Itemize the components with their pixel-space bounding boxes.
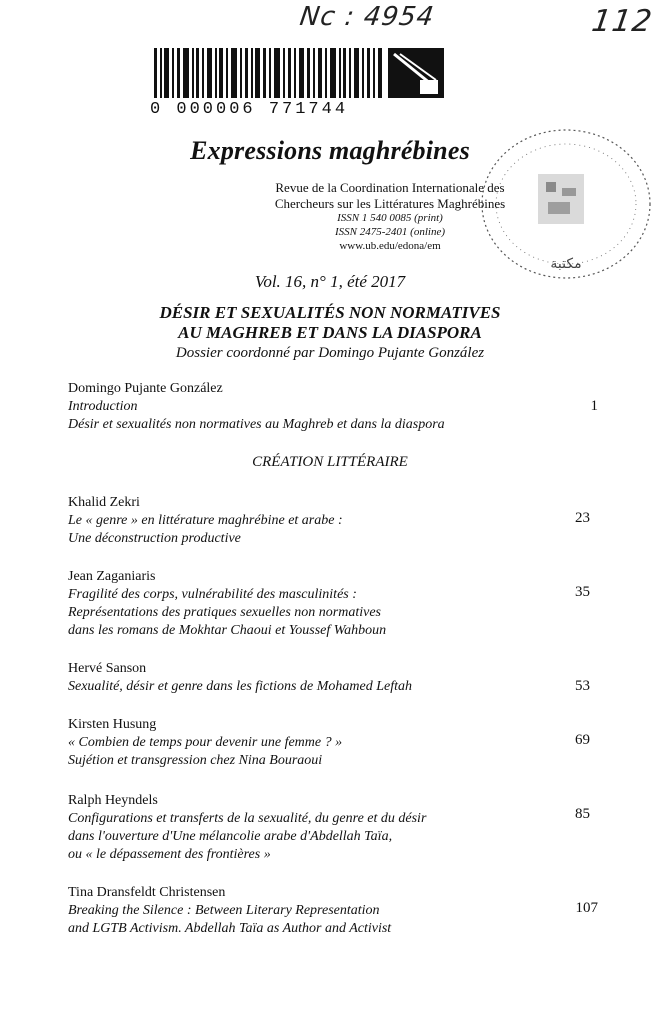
journal-subtitle-line-2: Chercheurs sur les Littératures Maghrébines	[274, 196, 506, 211]
toc-title-line: Représentations des pratiques sexuelles non normatives	[68, 605, 382, 620]
toc-entry	[68, 380, 608, 434]
toc-author: Tina Dransfeldt Christensen	[68, 885, 226, 900]
toc-entry	[68, 716, 608, 770]
toc-entry	[68, 568, 608, 640]
toc-page-number: 107	[575, 900, 598, 916]
toc-title-line: and LGTB Activism. Abdellah Taïa as Author and Activist	[68, 921, 392, 936]
toc-page-number: 1	[590, 398, 598, 414]
toc-author: Jean Zaganiaris	[68, 569, 156, 584]
barcode-number: 0 000006 771744	[150, 100, 349, 119]
journal-website: www.ub.edu/edona/em	[339, 240, 441, 252]
toc-title-line: Désir et sexualités non normatives au Maghreb et dans la diaspora	[68, 417, 445, 432]
dossier-title-line-2: AU MAGHREB ET DANS LA DIASPORA	[178, 323, 482, 342]
dossier-coordinator: Dossier coordonné par Domingo Pujante González	[175, 345, 485, 361]
handwritten-page-mark: 112	[589, 4, 655, 39]
toc-title-line: dans les romans de Mokhtar Chaoui et Youssef Wahboun	[68, 623, 387, 638]
toc-title-line: Sexualité, désir et genre dans les fictions de Mohamed Leftah	[68, 679, 412, 694]
toc-title-line: « Combien de temps pour devenir une femme ? »	[68, 735, 343, 750]
toc-title-line: Breaking the Silence : Between Literary Representation	[68, 903, 380, 918]
toc-entry	[68, 792, 608, 864]
handwritten-reference: Nc : 4954	[297, 2, 437, 32]
toc-author: Khalid Zekri	[68, 495, 140, 510]
toc-title-line: dans l'ouverture d'Une mélancolie arabe d'Abdellah Taïa,	[68, 829, 393, 844]
toc-entry	[68, 884, 608, 938]
journal-title: Expressions maghrébines	[190, 136, 470, 165]
section-heading: CRÉATION LITTÉRAIRE	[252, 454, 408, 470]
toc-title-line: Sujétion et transgression chez Nina Bouraoui	[68, 753, 323, 768]
toc-title-line: Fragilité des corps, vulnérabilité des masculinités :	[68, 587, 357, 602]
stamp-text: مكتبة	[550, 256, 582, 272]
toc-title-line: Le « genre » en littérature maghrébine et arabe :	[68, 513, 343, 528]
barcode-bars	[150, 44, 450, 102]
toc-entry	[68, 660, 608, 696]
issn-print: ISSN 1 540 0085 (print)	[337, 212, 443, 224]
toc-title-line: Introduction	[68, 399, 138, 414]
toc-author: Domingo Pujante González	[68, 381, 223, 396]
toc-page-number: 23	[575, 510, 590, 526]
journal-subtitle-line-1: Revue de la Coordination Internationale des	[275, 180, 505, 195]
toc-title-line: Une déconstruction productive	[68, 531, 241, 546]
issn-online: ISSN 2475-2401 (online)	[335, 226, 445, 238]
toc-page-number: 69	[575, 732, 590, 748]
toc-entry	[68, 494, 608, 548]
barcode	[150, 44, 450, 122]
toc-author: Kirsten Husung	[68, 717, 157, 732]
toc-page-number: 53	[575, 678, 590, 694]
volume-info: Vol. 16, n° 1, été 2017	[254, 272, 406, 291]
toc-author: Ralph Heyndels	[68, 793, 158, 808]
toc-title-line: ou « le dépassement des frontières »	[68, 847, 271, 862]
toc-title-line: Configurations et transferts de la sexualité, du genre et du désir	[68, 811, 427, 826]
toc-page-number: 85	[575, 806, 590, 822]
dossier-title-line-1: DÉSIR ET SEXUALITÉS NON NORMATIVES	[159, 303, 501, 322]
toc-author: Hervé Sanson	[68, 661, 147, 676]
toc-page-number: 35	[575, 584, 590, 600]
